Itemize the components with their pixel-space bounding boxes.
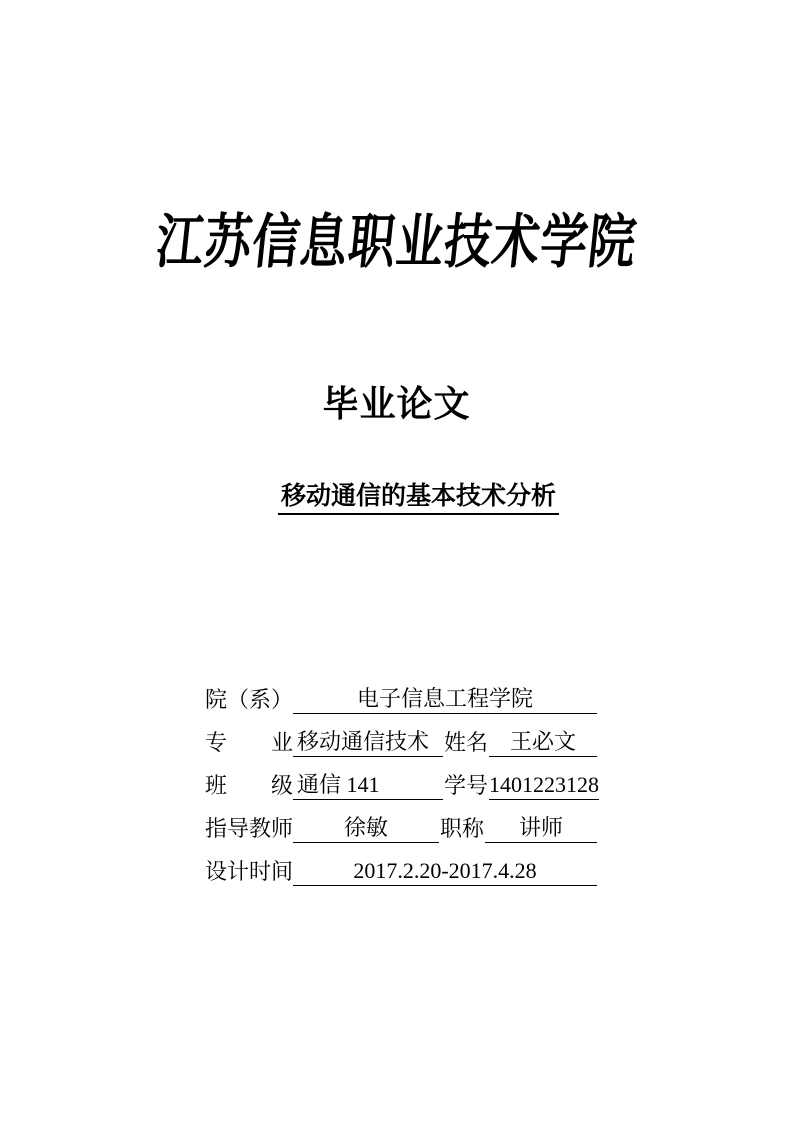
- school-name-calligraphy: [0, 204, 793, 276]
- form-label-student-name: 姓名: [443, 730, 488, 755]
- form-label-major: 专 业: [205, 730, 294, 755]
- form-label-design-period: 设计时间: [205, 859, 294, 884]
- document-type-title: 毕业论文: [322, 383, 471, 424]
- info-form: [205, 671, 597, 886]
- form-label-department: 院（系）: [205, 687, 294, 712]
- form-field-student-name: 王必文: [489, 728, 597, 757]
- form-row-department: [205, 671, 597, 714]
- form-field-major: 移动通信技术: [293, 728, 443, 757]
- form-row-design-period: [205, 843, 597, 886]
- form-label-job-title: 职称: [439, 816, 484, 841]
- school-name-text: 江苏信息职业技术学院: [152, 210, 640, 276]
- form-label-advisor: 指导教师: [205, 816, 294, 841]
- form-field-class: 通信 141: [293, 771, 443, 800]
- form-field-job-title: 讲师: [485, 814, 597, 843]
- form-label-class: 班 级: [205, 773, 294, 798]
- form-field-design-period: 2017.2.20-2017.4.28: [293, 857, 597, 886]
- form-row-class-id: [205, 757, 597, 800]
- form-row-major-name: [205, 714, 597, 757]
- form-field-advisor: 徐敏: [293, 814, 439, 843]
- thesis-title: 移动通信的基本技术分析: [278, 476, 559, 515]
- form-row-advisor-title: [205, 800, 597, 843]
- form-field-student-id: 1401223128: [489, 771, 599, 800]
- form-label-student-id: 学号: [443, 773, 488, 798]
- form-field-department: 电子信息工程学院: [293, 685, 597, 714]
- thesis-title-wrap: [22, 476, 793, 515]
